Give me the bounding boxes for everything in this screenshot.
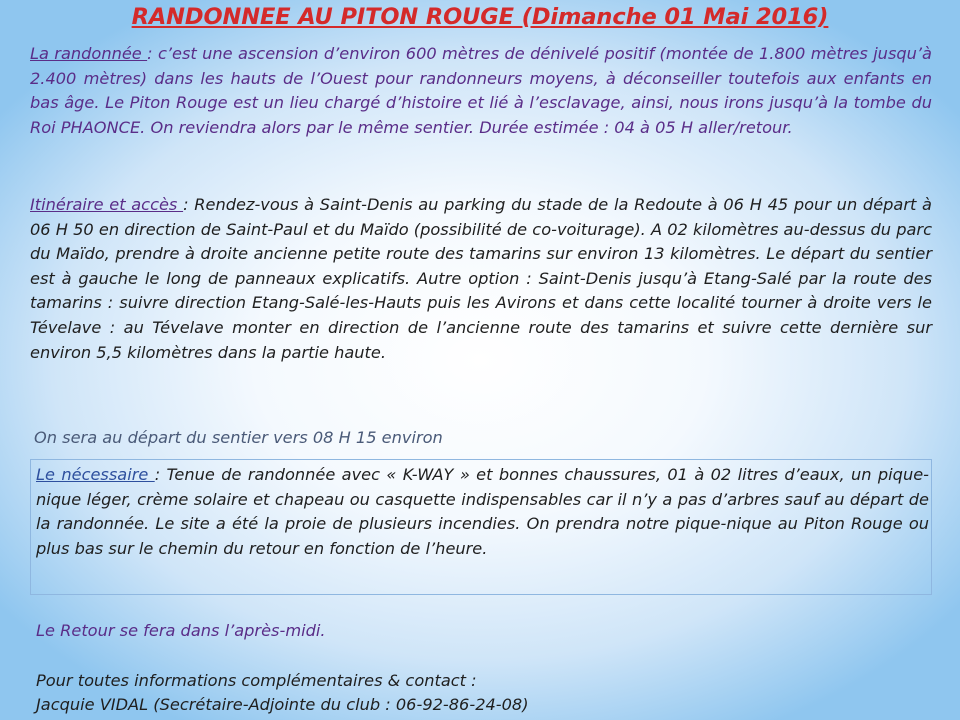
contact-line-1: Pour toutes informations complémentaires & contact : [36,671,477,690]
depart-text: On sera au départ du sentier vers 08 H 15 environ [34,428,443,447]
necessaire-text: : Tenue de randonnée avec « K-WAY » et bonnes chaussures, 01 à 02 litres d’eaux, un pique-nique léger, crème solaire et chapeau ou casquette indispensables car il n’y a pas d’arbres sauf au départ de la randonnée. Le site a été la proie de plusieurs incendies. On prendra notre pique-nique au Piton Rouge ou plus bas sur le chemin du retour en fonction de l’heure. [36,465,929,558]
contact-line-2: Jacquie VIDAL (Secrétaire-Adjointe du club : 06-92-86-24-08) [36,695,529,714]
itineraire-paragraph [30,193,932,365]
page-title: RANDONNEE AU PITON ROUGE (Dimanche 01 Mai 2016) [131,4,829,30]
necessaire-paragraph [36,463,929,561]
randonnee-paragraph [30,42,932,140]
itineraire-text: : Rendez-vous à Saint-Denis au parking du stade de la Redoute à 06 H 45 pour un départ à 06 H 50 en direction de Saint-Paul et du Maïdo (possibilité de co-voiturage). A 02 kilomètres au-dessus du parc du Maïdo, prendre à droite ancienne petite route des tamarins sur environ 13 kilomètres. Le départ du sentier est à gauche le long de panneaux explicatifs. Autre option : Saint-Denis jusqu’à Etang-Salé par la route des tamarins : suivre direction Etang-Salé-les-Hauts puis les Avirons et dans cette localité tourner à droite vers le Tévelave : au Tévelave monter en direction de l’ancienne route des tamarins et suivre cette dernière sur environ 5,5 kilomètres dans la partie haute. [30,195,932,362]
retour-text: Le Retour se fera dans l’après-midi. [36,621,326,640]
randonnee-text: : c’est une ascension d’environ 600 mètres de dénivelé positif (montée de 1.800 mètres jusqu’à 2.400 mètres) dans les hauts de l’Ouest pour randonneurs moyens, à déconseiller toutefois aux enfants en bas âge. Le Piton Rouge est un lieu chargé d’histoire et lié à l’esclavage, ainsi, nous irons jusqu’à la tombe du Roi PHAONCE. On reviendra alors par le même sentier. Durée estimée : 04 à 05 H aller/retour. [30,44,932,137]
necessaire-label: Le nécessaire [36,465,155,484]
itineraire-label: Itinéraire et accès [30,195,184,214]
randonnee-label: La randonnée [30,44,148,63]
